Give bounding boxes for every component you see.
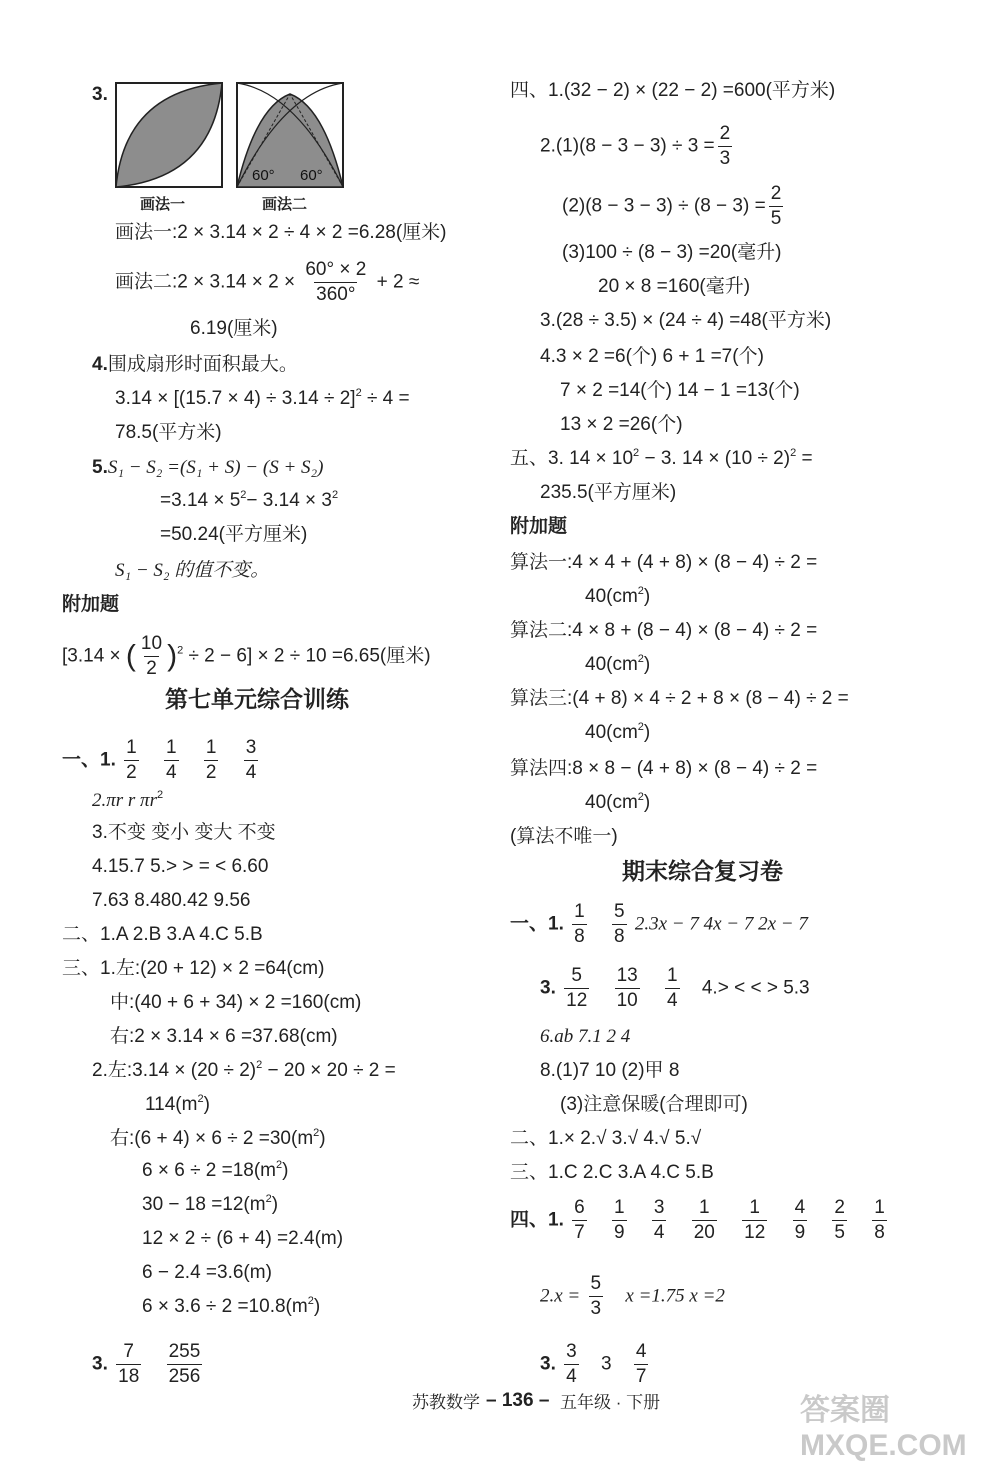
alg1: 算法一:4 × 4 + (4 + 8) × (8 − 4) ÷ 2 = bbox=[510, 552, 818, 573]
q3-number: 3. bbox=[92, 84, 108, 105]
alg2-result: $40(cm^2)$ bbox=[585, 653, 651, 675]
left-bonus-calc: [3.14 × ( $\frac{10}{2}$ )$^2$ ÷ 2 − 6] × 2 ÷ 10 =6.65(厘米) bbox=[62, 633, 431, 679]
left-bonus-title: 附加题 bbox=[62, 594, 120, 615]
q4-line: 4.围成扇形时面积最大。 bbox=[92, 354, 298, 375]
footer-subject: 苏教数学 bbox=[412, 1393, 480, 1412]
s3-q1-left: 三、1.左:(20 + 12) × 2 =64(cm) bbox=[62, 958, 325, 979]
q5-conclusion: S₁ − S₂ 的值不变。 bbox=[115, 560, 270, 581]
s3-q3: 3. $\frac{7}{18}$ $\frac{255}{256}$ bbox=[92, 1341, 201, 1387]
s4-q2-1: 2.(1)(8 − 3 − 3) ÷ 3 = $\frac{2}{3}$ bbox=[540, 123, 731, 169]
alg3: 算法三:(4 + 8) × 4 ÷ 2 + 8 × (8 − 4) ÷ 2 = bbox=[510, 688, 849, 709]
s3-q1-middle: 中:(40 + 6 + 34) × 2 =160(cm) bbox=[110, 992, 362, 1013]
s2-answers: 二、1.A 2.B 3.A 4.C 5.B bbox=[62, 924, 263, 945]
s3-q2-line6: $6 \times 3.6 \div 2 =10.8(m^2)$ bbox=[142, 1295, 321, 1317]
s4-q2-3: (3)100 ÷ (8 − 3) =20(毫升) bbox=[562, 242, 782, 263]
f1-q8-b: (3)注意保暖(合理即可) bbox=[560, 1094, 748, 1115]
s4-q4-b: 7 × 2 =14(个) 14 − 1 =13(个) bbox=[560, 380, 800, 401]
angle-label-right: 60° bbox=[300, 167, 323, 184]
f1-q1: 一、1. $\frac{1}{8}$ $\frac{5}{8}$ 2.3x − 7 4x − 7 2x − 7 bbox=[510, 901, 808, 947]
q4-calc: $3.14 \times [(15.7 \times 4) \div 3.14 \div 2]^2 \div 4$ = bbox=[115, 387, 410, 409]
s1-q3: 3.不变 变小 变大 不变 bbox=[92, 822, 276, 843]
fig2-caption: 画法二 bbox=[262, 196, 308, 213]
s4-q3: 3.(28 ÷ 3.5) × (24 ÷ 4) =48(平方米) bbox=[540, 310, 832, 331]
s3-q2-line3: $30 - 18 =12(m^2)$ bbox=[142, 1193, 279, 1215]
f2-answers: 二、1.× 2.√ 3.√ 4.√ 5.√ bbox=[510, 1128, 702, 1149]
s4-q1: 四、1.(32 − 2) × (22 − 2) =600(平方米) bbox=[510, 80, 836, 101]
figure-method-two bbox=[236, 82, 344, 188]
f3-answers: 三、1.C 2.C 3.A 4.C 5.B bbox=[510, 1162, 714, 1183]
watermark-logo: 答案圈 MXQE.COM bbox=[800, 1394, 967, 1462]
alg2: 算法二:4 × 8 + (8 − 4) × (8 − 4) ÷ 2 = bbox=[510, 620, 818, 641]
unit7-title: 第七单元综合训练 bbox=[165, 686, 349, 712]
right-bonus-title: 附加题 bbox=[510, 516, 568, 537]
s3-q2-right: 右:(6 + $4) \times 6 \div 2 =30(m^2)$ bbox=[110, 1127, 326, 1149]
fig1-caption: 画法一 bbox=[140, 196, 186, 213]
f1-q6: 6.ab 7.1 2 4 bbox=[540, 1026, 631, 1047]
s4-q4-c: 13 × 2 =26(个) bbox=[560, 414, 683, 435]
q5-calc: $=3.14 \times 5^2- 3.14 \times 3^2$ bbox=[160, 489, 339, 511]
s3-q2-left: 2.左:3.14 × $(20 \div 2)^2 - 20 \times 20 \div 2$ = bbox=[92, 1059, 396, 1081]
final-title: 期末综合复习卷 bbox=[622, 858, 783, 884]
footer-grade: 五年级 · 下册 bbox=[560, 1393, 661, 1412]
alg3-result: $40(cm^2)$ bbox=[585, 721, 651, 743]
q5-line: 5.S₁ − S₂ =(S₁ + S) − (S + S₂) bbox=[92, 457, 324, 478]
s3-q2-line4: 12 × 2 ÷ (6 + 4) =2.4(m) bbox=[142, 1228, 344, 1249]
s5-line2: 235.5(平方厘米) bbox=[540, 482, 677, 503]
figure-method-one bbox=[115, 82, 223, 188]
q5-result: =50.24(平方厘米) bbox=[160, 524, 308, 545]
s4-q2-4: 20 × 8 =160(毫升) bbox=[598, 276, 751, 297]
footer-page-number: – 136 – bbox=[486, 1390, 550, 1411]
s1-q4: 4.15.7 5.> > = < 6.60 bbox=[92, 856, 269, 877]
method-two-result: 6.19(厘米) bbox=[190, 318, 278, 339]
f1-q8: 8.(1)7 10 (2)甲 8 bbox=[540, 1060, 680, 1081]
f4-q3: 3. $\frac{3}{4}$ 3 $\frac{4}{7}$ bbox=[540, 1341, 647, 1387]
alg4: 算法四:8 × 8 − (4 + 8) × (8 − 4) ÷ 2 = bbox=[510, 758, 818, 779]
angle-label-left: 60° bbox=[252, 167, 275, 184]
method-two-calc: 画法二:2 × 3.14 × 2 × $\frac{60^\circ \times 2}{360^\circ}$ + 2 ≈ bbox=[115, 259, 420, 305]
method-one-calc: 画法一:2 × 3.14 × 2 ÷ 4 × 2 =6.28(厘米) bbox=[115, 222, 447, 243]
s3-q1-right: 右:2 × 3.14 × 6 =37.68(cm) bbox=[110, 1026, 338, 1047]
f1-q3: 3. $\frac{5}{12}$ $\frac{13}{10}$ $\frac{1}{4}$ 4.> < < > 5.3 bbox=[540, 965, 810, 1011]
f4-q1: 四、1. $\frac{6}{7}$ $\frac{1}{9}$ $\frac{3}{4}$ $\frac{1}{20}$ $\frac{1}{12}$ $\frac{4}{9}$ $\frac{2}{5}$ $\frac{1}{8}$ bbox=[510, 1197, 885, 1243]
s1-q7: 7.63 8.480.42 9.56 bbox=[92, 890, 251, 911]
s4-q2-2: (2)(8 − 3 − 3) ÷ (8 − 3) = $\frac{2}{5}$ bbox=[562, 183, 782, 229]
s5-line1: 五、3. $14 \times 10^2 - 3$. $14 \times (10 \div 2)^2$ = bbox=[510, 447, 813, 469]
s1-q2: 2.πr r $\pi r^2$ bbox=[92, 789, 164, 811]
alg4-result: $40(cm^2)$ bbox=[585, 791, 651, 813]
s3-q2-left-result: $114(m^2)$ bbox=[145, 1093, 210, 1115]
s3-q2-line2: $6 \times 6 \div 2 =18(m^2)$ bbox=[142, 1159, 289, 1181]
s3-q2-line5: 6 − 2.4 =3.6(m) bbox=[142, 1262, 272, 1283]
s1-q1: 一、1. $\frac{1}{2}$ $\frac{1}{4}$ $\frac{1}{2}$ $\frac{3}{4}$ bbox=[62, 737, 257, 783]
alg1-result: $40(cm^2)$ bbox=[585, 585, 651, 607]
f4-q2: 2.x = $\frac{5}{3}$ x =1.75 x =2 bbox=[540, 1273, 725, 1319]
q4-result: 78.5(平方米) bbox=[115, 422, 222, 443]
s4-q4-a: 4.3 × 2 =6(个) 6 + 1 =7(个) bbox=[540, 346, 764, 367]
alg-note: (算法不唯一) bbox=[510, 826, 618, 847]
